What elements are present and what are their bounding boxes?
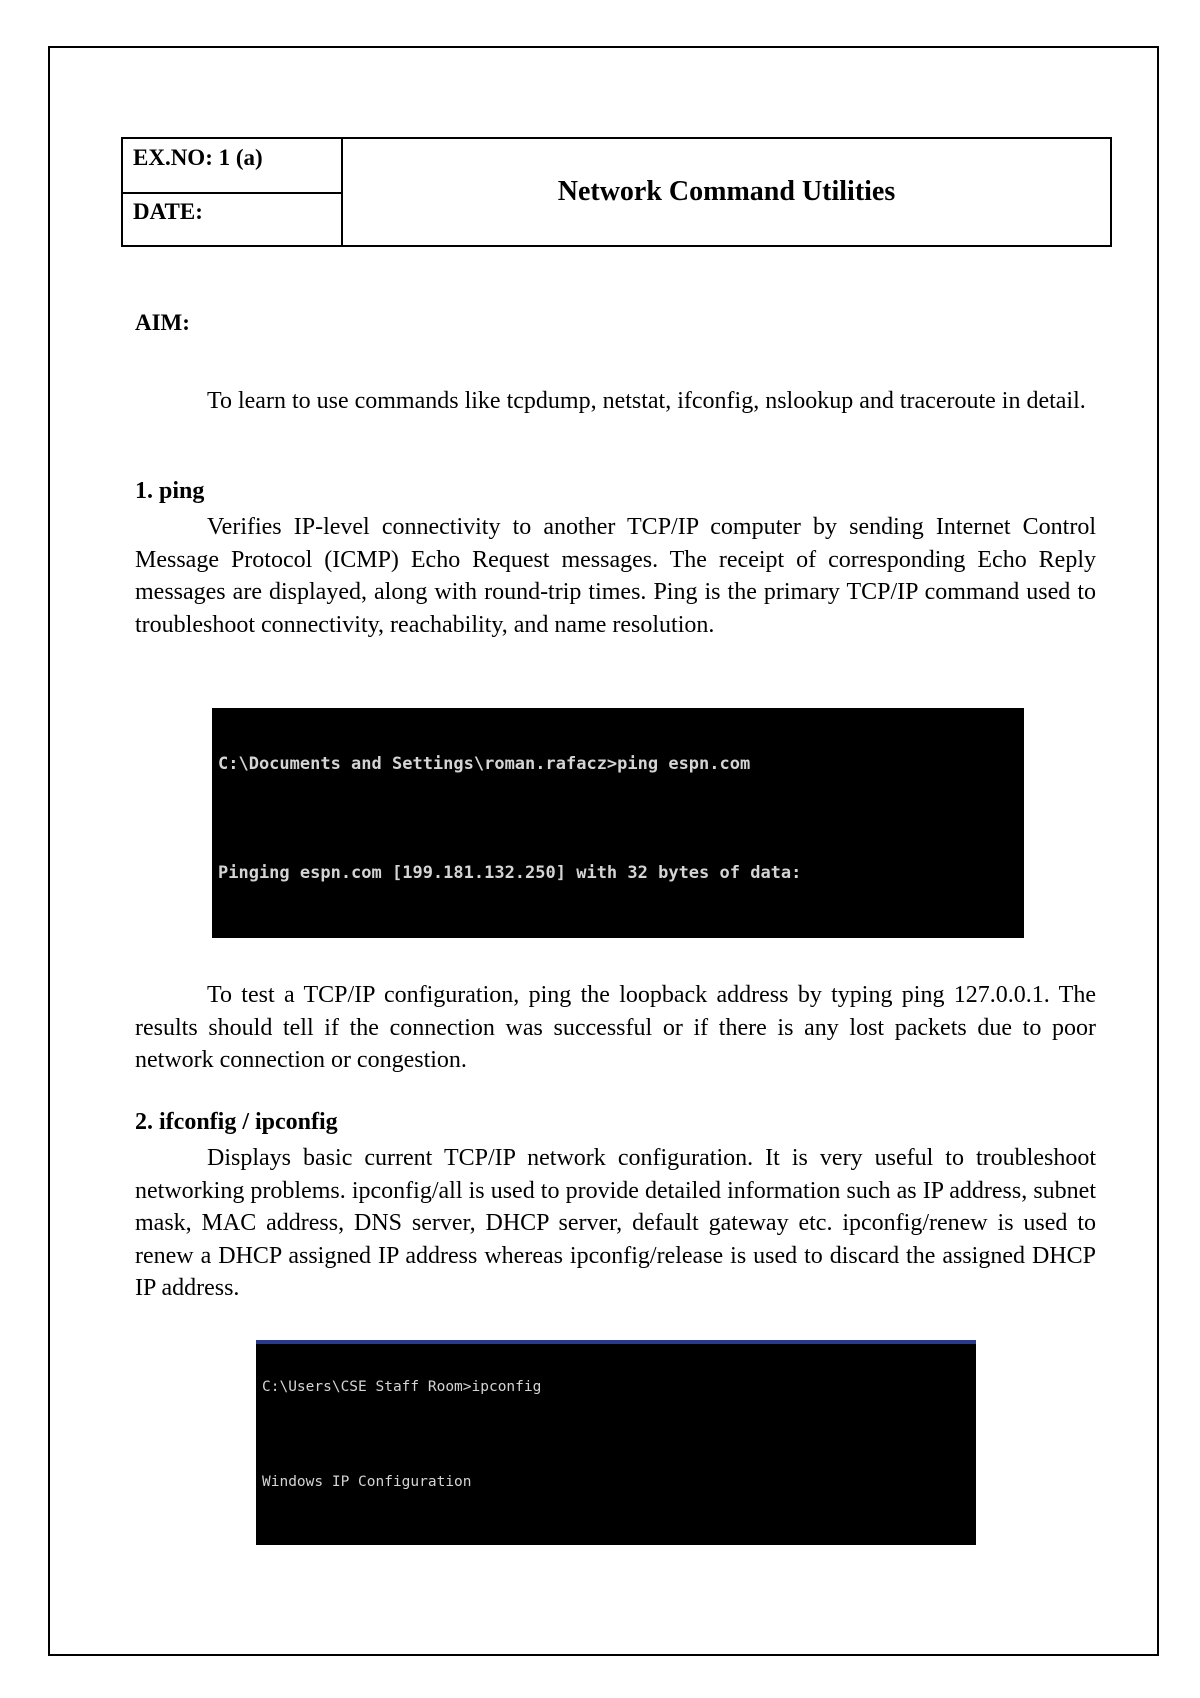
section-heading-ipconfig: 2. ifconfig / ipconfig — [135, 1109, 338, 1135]
document-title: Network Command Utilities — [557, 176, 896, 207]
loopback-text: To test a TCP/IP configuration, ping the loopback address by typing ping 127.0.0.1. The results should tell if the connection was successful or if there is any lost packets due to poor network connection or congestion. — [135, 982, 1096, 1073]
terminal-line: C:\Users\CSE Staff Room>ipconfig — [262, 1379, 542, 1395]
terminal-line: Pinging espn.com [199.181.132.250] with 32 bytes of data: — [218, 862, 802, 883]
section-heading-ping: 1. ping — [135, 478, 205, 504]
date-label: DATE: — [133, 199, 203, 224]
header-left-column — [123, 139, 343, 245]
ipconfig-terminal-screenshot — [256, 1340, 976, 1545]
aim-heading: AIM: — [135, 310, 190, 335]
terminal-line: Windows IP Configuration — [262, 1473, 472, 1490]
exercise-number: EX.NO: 1 (a) — [123, 139, 341, 194]
terminal-line: C:\Documents and Settings\roman.rafacz>ping espn.com — [218, 754, 751, 774]
ping-description: Verifies IP-level connectivity to another TCP/IP computer by sending Internet Control Message Protocol (ICMP) Echo Request messages. The receipt of corresponding Echo Reply messages are displayed, along with round-trip times. Ping is the primary TCP/IP command used to troubleshoot connectivity, reachability, and name resolution. — [135, 514, 1096, 638]
aim-text: To learn to use commands like tcpdump, netstat, ifconfig, nslookup and traceroute in detail. — [207, 388, 1086, 414]
header-table — [121, 137, 1112, 247]
ipconfig-description: Displays basic current TCP/IP network configuration. It is very useful to troubleshoot networking problems. ipconfig/all is used to provide detailed information such as IP address, subnet mask, MAC address, DNS server, DHCP server, default gateway etc. ipconfig/renew is used to renew a DHCP assigned IP address whereas ipconfig/release is used to discard the assigned DHCP IP address. — [135, 1145, 1096, 1301]
ping-terminal-screenshot — [212, 708, 1024, 938]
